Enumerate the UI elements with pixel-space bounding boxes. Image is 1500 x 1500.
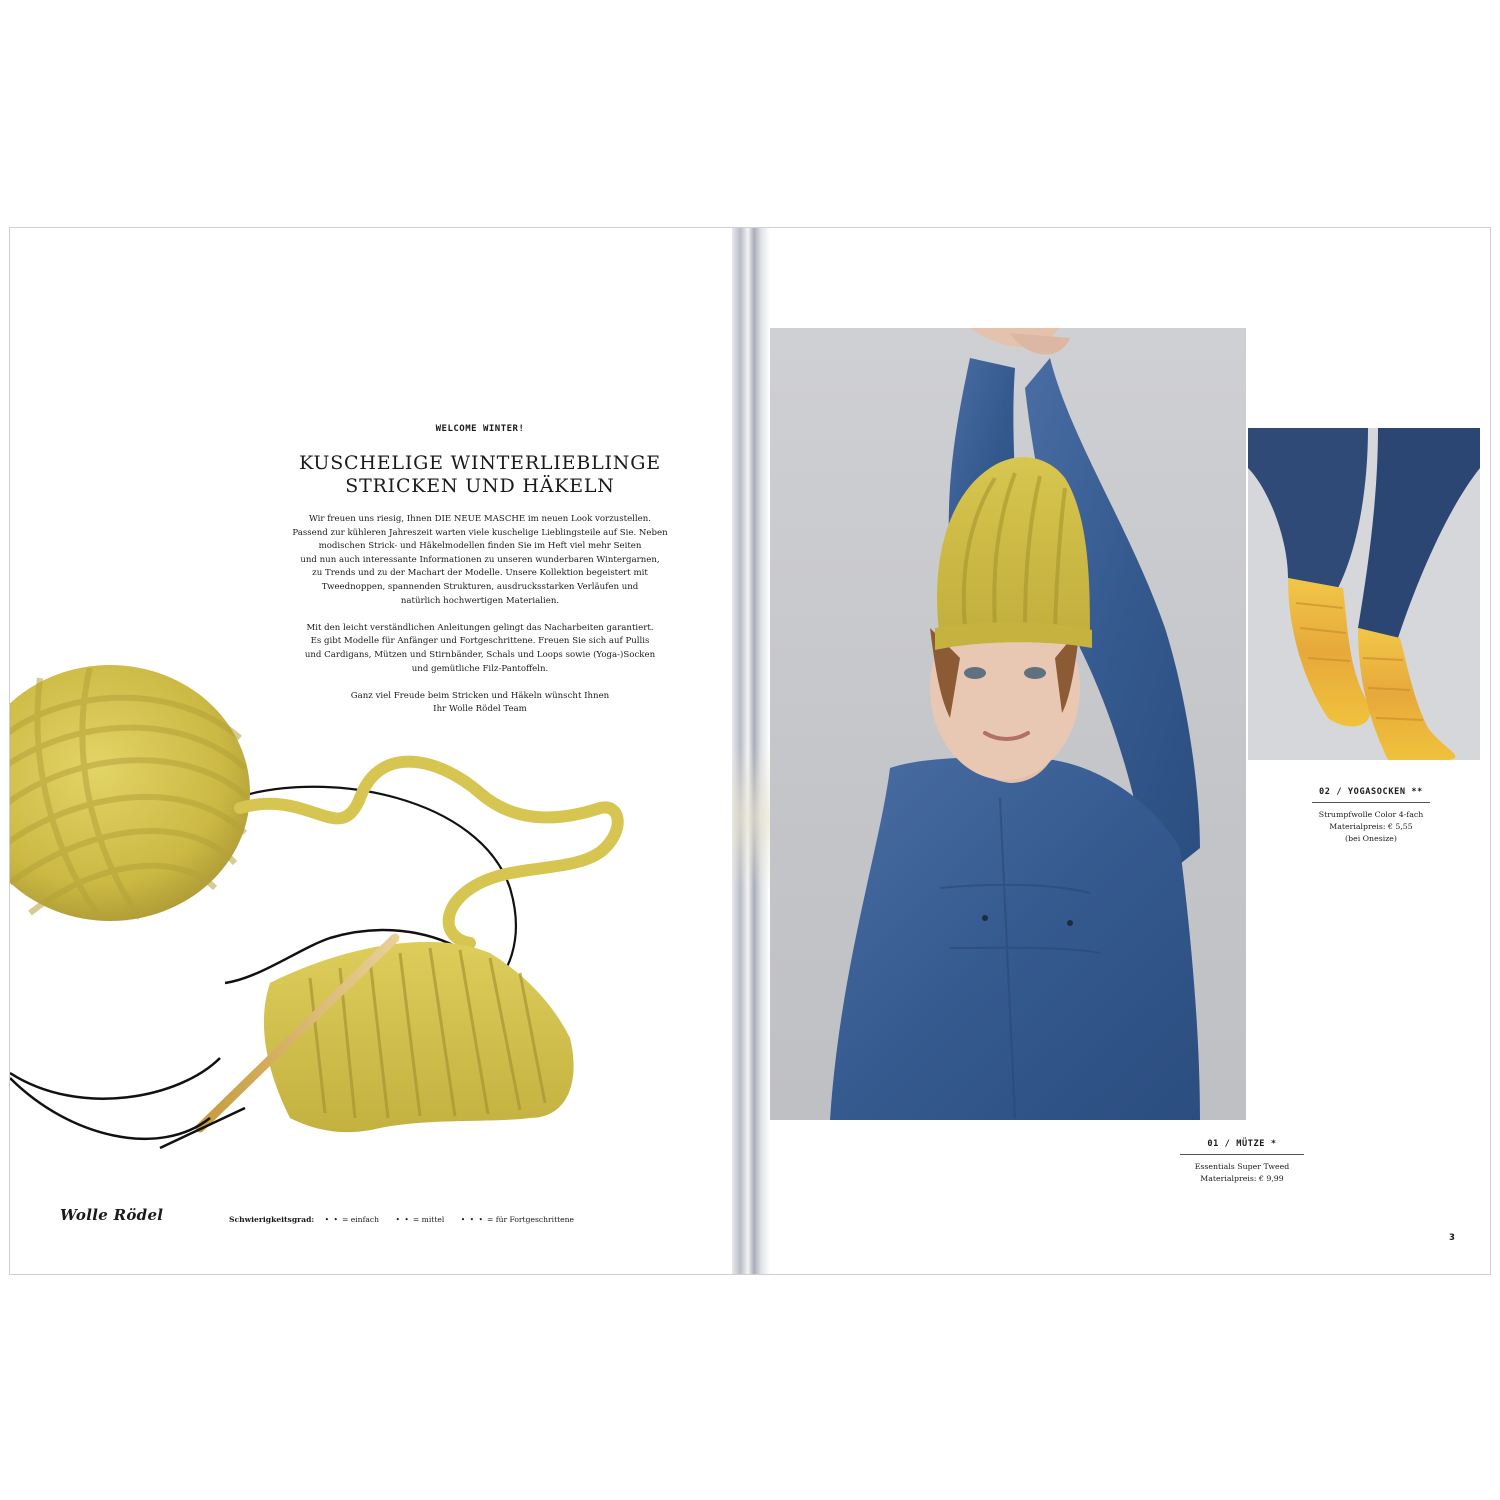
headline-line-1: KUSCHELIGE WINTERLIEBLINGE xyxy=(299,452,661,474)
difficulty-legend xyxy=(229,1215,588,1224)
intro-line: Tweednoppen, spannenden Strukturen, ausdrucksstarken Verläufen und xyxy=(321,581,639,592)
brand-logo: Wolle Rödel xyxy=(60,1206,164,1224)
difficulty-level-medium: = mittel xyxy=(412,1215,445,1224)
intro-line: und gemütliche Filz-Pantoffeln. xyxy=(411,663,549,674)
intro-line: zu Trends und zu der Machart der Modelle. Unsere Kollektion begeistert mit xyxy=(312,568,648,579)
magazine-spread xyxy=(9,227,1491,1275)
intro-line: und Cardigans, Mützen und Stirnbänder, Schals und Loops sowie (Yoga-)Socken xyxy=(304,649,656,660)
caption-title: 02 / YOGASOCKEN ** xyxy=(1312,786,1430,803)
headline-line-2: STRICKEN UND HÄKELN xyxy=(345,475,615,497)
model-hat-photo xyxy=(770,328,1246,1120)
yoga-socks-photo xyxy=(1248,428,1480,760)
difficulty-label: Schwierigkeitsgrad: xyxy=(229,1215,315,1224)
difficulty-level-advanced: = für Fortgeschrittene xyxy=(486,1215,575,1224)
caption-yarn: Essentials Super Tweed xyxy=(1194,1162,1290,1171)
difficulty-dots: • • • xyxy=(460,1215,484,1224)
difficulty-dots: • • xyxy=(395,1215,410,1224)
intro-line: Ihr Wolle Rödel Team xyxy=(433,704,527,715)
kicker: WELCOME WINTER! xyxy=(435,424,525,434)
yarn-knitting-photo xyxy=(10,648,630,1188)
caption-yarn: Strumpfwolle Color 4-fach xyxy=(1318,810,1424,819)
page-number: 3 xyxy=(1449,1233,1455,1243)
intro-line: Es gibt Modelle für Anfänger und Fortgeschrittene. Freuen Sie sich auf Pullis xyxy=(310,636,650,647)
caption-muetze xyxy=(1180,1138,1304,1185)
spine-gutter xyxy=(732,228,770,1274)
intro-line: modischen Strick- und Häkelmodellen finden Sie im Heft viel mehr Seiten xyxy=(318,541,642,552)
caption-yogasocken xyxy=(1312,786,1430,845)
caption-title: 01 / MÜTZE * xyxy=(1180,1138,1304,1155)
difficulty-dots: • • xyxy=(324,1215,339,1224)
caption-price: Materialpreis: € 9,99 xyxy=(1200,1174,1284,1183)
intro-line: und nun auch interessante Informationen zu unseren wunderbaren Wintergarnen, xyxy=(300,554,660,565)
intro-line: Wir freuen uns riesig, Ihnen DIE NEUE MASCHE im neuen Look vorzustellen. xyxy=(308,514,652,524)
caption-price: Materialpreis: € 5,55 xyxy=(1329,822,1413,831)
intro-line: Mit den leicht verständlichen Anleitungen gelingt das Nacharbeiten garantiert. xyxy=(306,622,654,633)
caption-note: (bei Onesize) xyxy=(1345,834,1397,843)
difficulty-level-easy: = einfach xyxy=(341,1215,380,1224)
intro-line: Ganz viel Freude beim Stricken und Häkeln wünscht Ihnen xyxy=(350,690,610,701)
headline xyxy=(180,452,780,498)
intro-line: natürlich hochwertigen Materialien. xyxy=(400,595,560,606)
intro-line: Passend zur kühleren Jahreszeit warten viele kuschelige Lieblingsteile auf Sie. Neben xyxy=(292,527,668,538)
intro-paragraph-1 xyxy=(170,513,790,608)
